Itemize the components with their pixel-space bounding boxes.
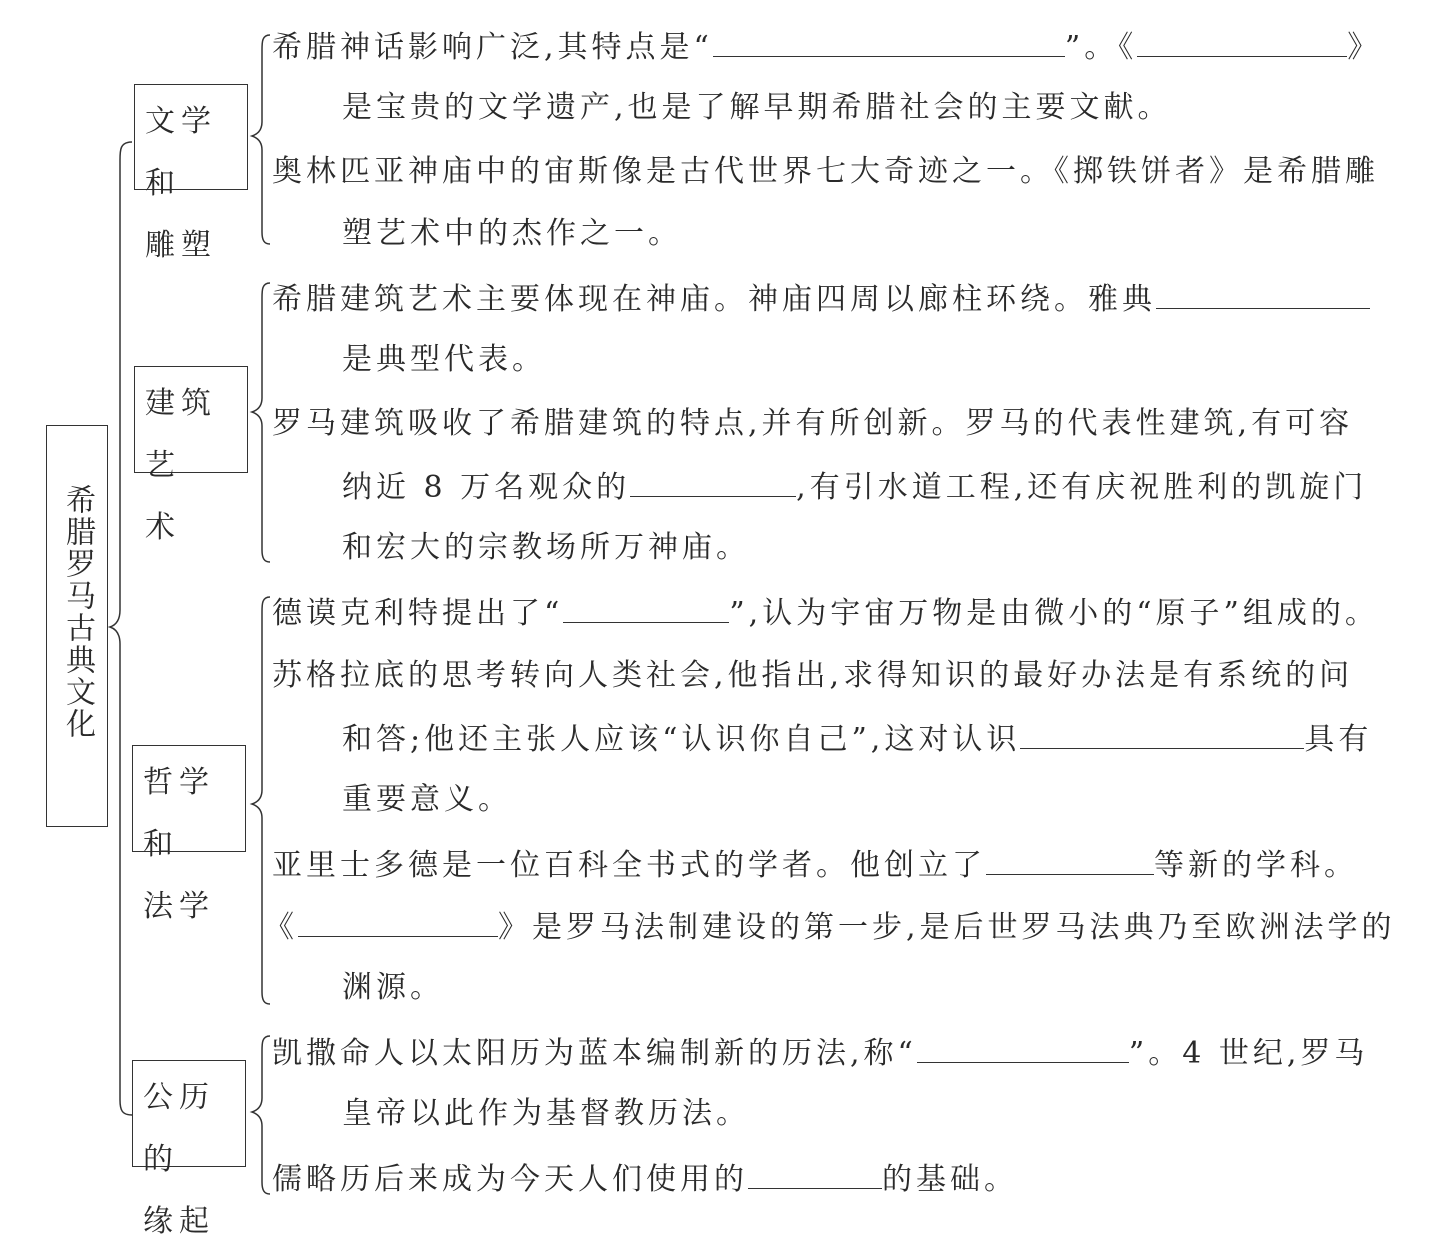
text-line: 儒略历后来成为今天人们使用的 的基础。 [272,1158,1018,1200]
answer-blank[interactable] [748,1158,882,1189]
answer-blank[interactable] [917,1032,1129,1063]
text-line: 是宝贵的文学遗产,也是了解早期希腊社会的主要文献。 [342,90,1172,125]
text-line: 皇帝以此作为基督教历法。 [342,1096,750,1131]
text-line: 塑艺术中的杰作之一。 [342,216,682,251]
text-line: 奥林匹亚神庙中的宙斯像是古代世界七大奇迹之一。《掷铁饼者》是希腊雕 [272,154,1379,189]
root-topic-box [46,425,108,827]
answer-blank[interactable] [1137,26,1347,57]
text-line: 重要意义。 [342,782,512,817]
text-line: 苏格拉底的思考转向人类社会,他指出,求得知识的最好办法是有系统的问 [272,658,1354,693]
answer-blank[interactable] [986,844,1154,875]
section-bracket-2 [252,283,270,562]
text-line: 和答;他还主张人应该“认识你自己”,这对认识 具有 [342,718,1372,760]
text-line: 罗马建筑吸收了希腊建筑的特点,并有所创新。罗马的代表性建筑,有可容 [272,406,1354,441]
category-title: 文学和 雕塑 [145,104,217,263]
text-line: 《 》是罗马法制建设的第一步,是后世罗马法典乃至欧洲法学的 [264,906,1396,948]
answer-blank[interactable] [1020,718,1304,749]
section-bracket-4 [252,1036,270,1194]
main-bracket [110,142,132,1115]
text-line: 希腊神话影响广泛,其特点是“ ”。《 》 [272,26,1381,68]
answer-blank[interactable] [298,906,498,937]
answer-blank[interactable] [1156,278,1370,309]
answer-blank[interactable] [563,592,729,623]
text-line: 希腊建筑艺术主要体现在神庙。神庙四周以廊柱环绕。雅典 [272,278,1370,320]
category-title: 建筑艺 术 [145,386,217,545]
text-line: 亚里士多德是一位百科全书式的学者。他创立了 等新的学科。 [272,844,1358,886]
category-box-philosophy [132,745,246,924]
category-box-literature [134,84,248,263]
category-box-calendar [132,1060,246,1239]
text-line: 德谟克利特提出了“ ”,认为宇宙万物是由微小的“原子”组成的。 [272,592,1379,634]
category-title: 公历的 缘起 [143,1080,215,1239]
root-topic-title: 希腊罗马古典文化 [60,484,95,740]
answer-blank[interactable] [630,466,796,497]
category-title: 哲学和 法学 [143,765,215,924]
text-line: 和宏大的宗教场所万神庙。 [342,530,750,565]
text-line: 渊源。 [342,970,444,1005]
text-line: 是典型代表。 [342,342,546,377]
text-line: 纳近 8 万名观众的 ,有引水道工程,还有庆祝胜利的凯旋门 [342,466,1367,508]
section-bracket-1 [252,35,270,244]
category-box-architecture [134,366,248,545]
text-line: 凯撒命人以太阳历为蓝本编制新的历法,称“ ”。4 世纪,罗马 [272,1032,1368,1074]
answer-blank[interactable] [713,26,1065,57]
